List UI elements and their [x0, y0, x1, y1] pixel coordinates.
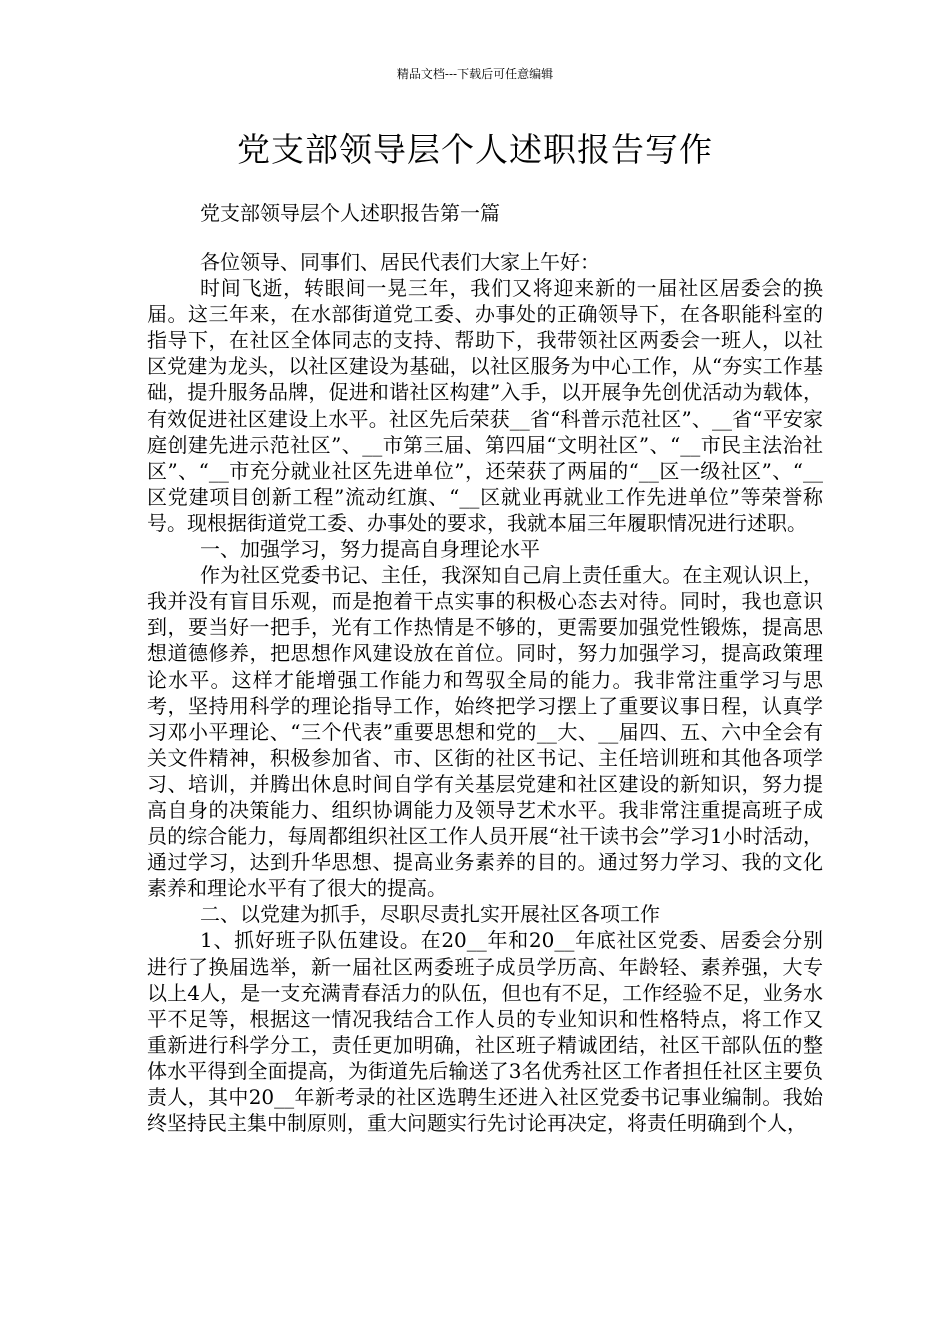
paragraph-team: 1、抓好班子队伍建设。在20__年和20__年底社区党委、居委会分别进行了换届选举，新一届社区两委班子成员学历高、年龄轻、素养强，大专以上4人，是一支充满青春活力的队伍，但也有不足，工作经验不足，业务水平不足等，根据这一情况我结合工作人员的专业知识和性格特点，将工作又重新进行科学分工，责任更加明确，社区班子精诚团结，社区干部队伍的整体水平得到全面提高，为街道先后输送了3名优秀社区工作者担任社区主要负责人，其中20__年新考录的社区选聘生还进入社区党委书记事业编制。我始终坚持民主集中制原则，重大问题实行先讨论再决定，将责任明确到个人，: [147, 928, 823, 1136]
section-heading-2: 二、以党建为抓手，尽职尽责扎实开展社区各项工作: [200, 902, 660, 927]
section-heading-1: 一、加强学习，努力提高自身理论水平: [200, 537, 540, 562]
paragraph-intro: 时间飞逝，转眼间一晃三年，我们又将迎来新的一届社区居委会的换届。这三年来，在水部街道党工委、办事处的正确领导下，在各职能科室的指导下，在社区全体同志的支持、帮助下，我带领社区两委会一班人，以社区党建为龙头，以社区建设为基础，以社区服务为中心工作，从“夯实工作基础，提升服务品牌，促进和谐社区构建”入手，以开展争先创优活动为载体，有效促进社区建设上水平。社区先后荣获__省“科普示范社区”、__省“平安家庭创建先进示范社区”、__市第三届、第四届“文明社区”、“__市民主法治社区”、“__市充分就业社区先进单位”，还荣获了两届的“__区一级社区”、“__区党建项目创新工程”流动红旗、“__区就业再就业工作先进单位”等荣誉称号。现根据街道党工委、办事处的要求，我就本届三年履职情况进行述职。: [147, 276, 823, 535]
paragraph-greeting: 各位领导、同事们、居民代表们大家上午好：: [200, 250, 600, 274]
document-subtitle: 党支部领导层个人述职报告第一篇: [200, 201, 500, 225]
paragraph-study: 作为社区党委书记、主任，我深知自己肩上责任重大。在主观认识上，我并没有盲目乐观，而是抱着干点实事的积极心态去对待。同时，我也意识到，要当好一把手，光有工作热情是不够的，更需要加强党性锻炼，提高思想道德修养，把思想作风建设放在首位。同时，努力加强学习，提高政策理论水平。这样才能增强工作能力和驾驭全局的能力。我非常注重学习与思考，坚持用科学的理论指导工作，始终把学习摆上了重要议事日程，认真学习邓小平理论、“三个代表”重要思想和党的__大、__届四、五、六中全会有关文件精神，积极参加省、市、区街的社区书记、主任培训班和其他各项学习、培训，并腾出休息时间自学有关基层党建和社区建设的新知识，努力提高自身的决策能力、组织协调能力及领导艺术水平。我非常注重提高班子成员的综合能力，每周都组织社区工作人员开展“社干读书会”学习1小时活动，通过学习，达到升华思想、提高业务素养的目的。通过努力学习、我的文化素养和理论水平有了很大的提高。: [147, 563, 823, 901]
document-body: [147, 249, 823, 1136]
header-note: 精品文档---下载后可任意编辑: [396, 67, 554, 81]
document-title: 党支部领导层个人述职报告写作: [237, 130, 713, 169]
